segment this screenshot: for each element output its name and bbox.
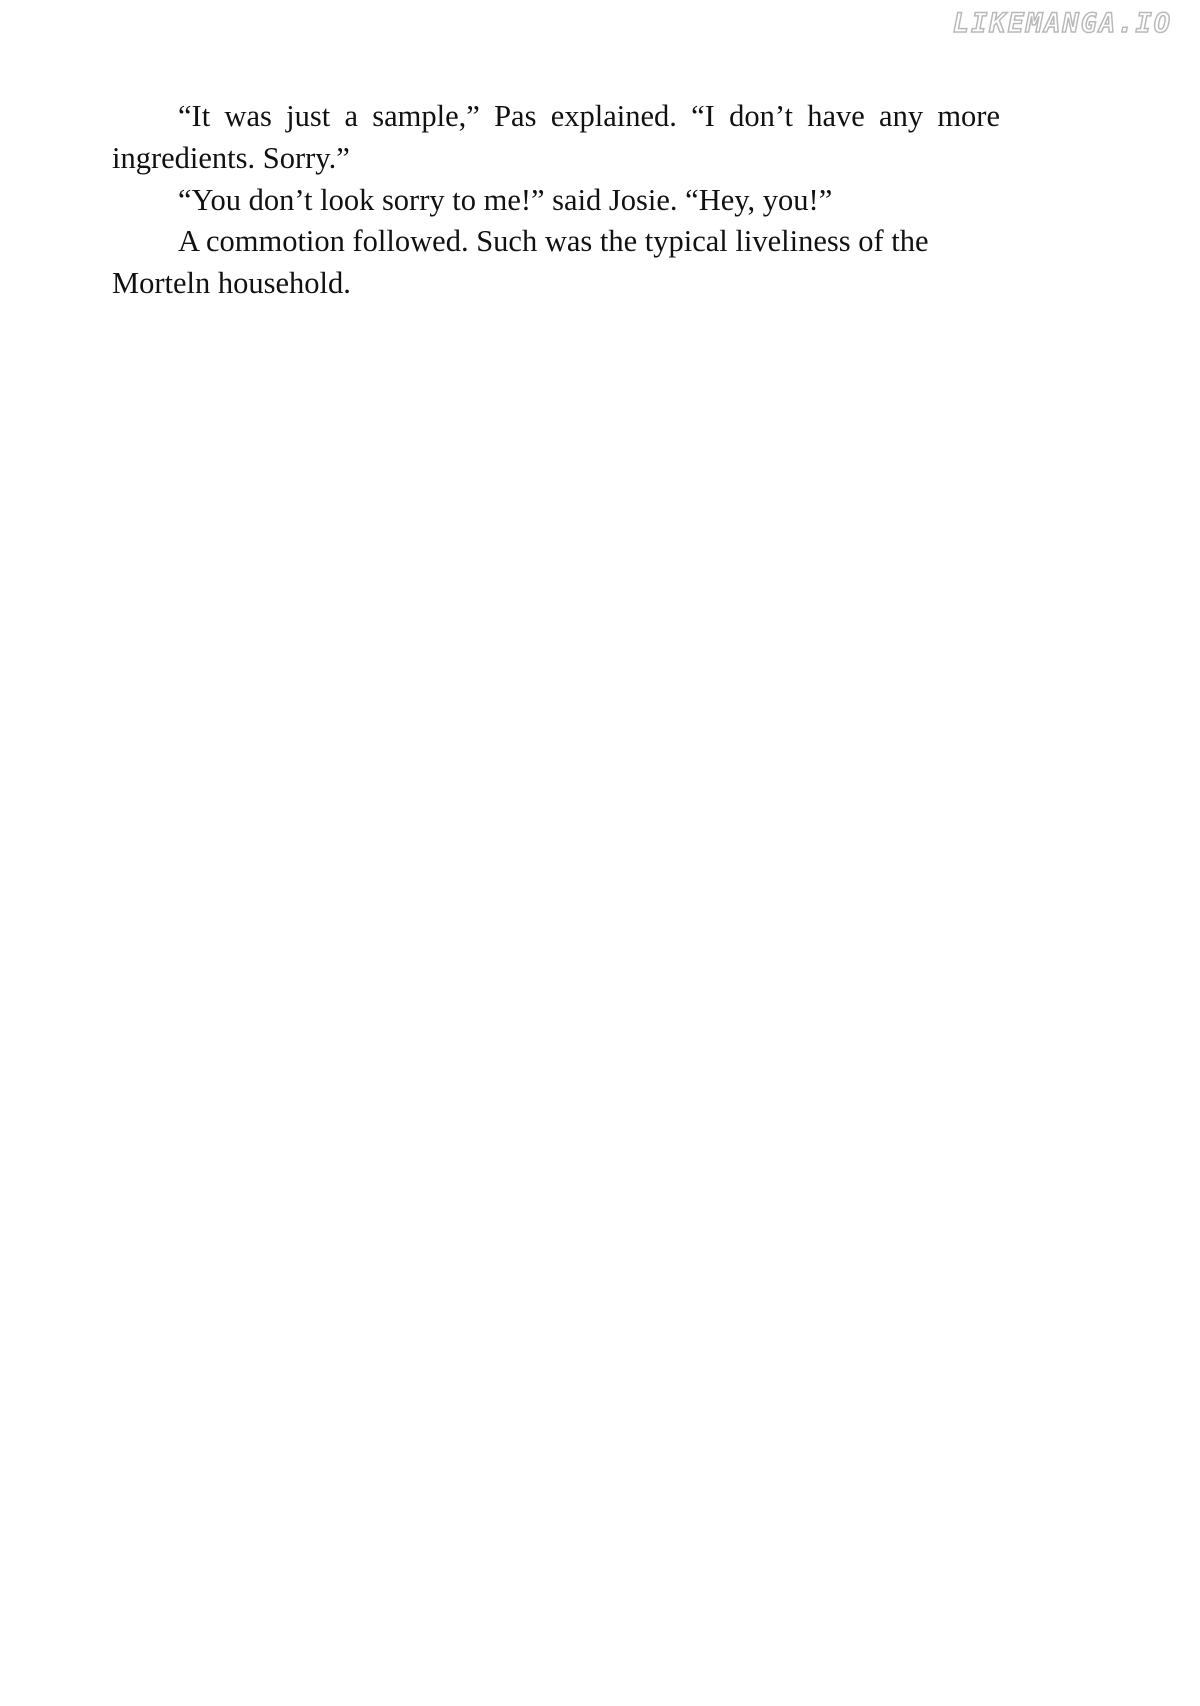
page-text-block <box>112 96 1000 305</box>
paragraph: “It was just a sample,” Pas explained. “I don’t have any more ingredients. Sorry.” <box>112 99 1000 175</box>
paragraph: “You don’t look sorry to me!” said Josie. “Hey, you!” <box>178 182 833 217</box>
site-watermark: LIKEMANGA.IO <box>952 8 1172 39</box>
paragraph: A commotion followed. Such was the typical liveliness of the Morteln household. <box>112 224 929 301</box>
